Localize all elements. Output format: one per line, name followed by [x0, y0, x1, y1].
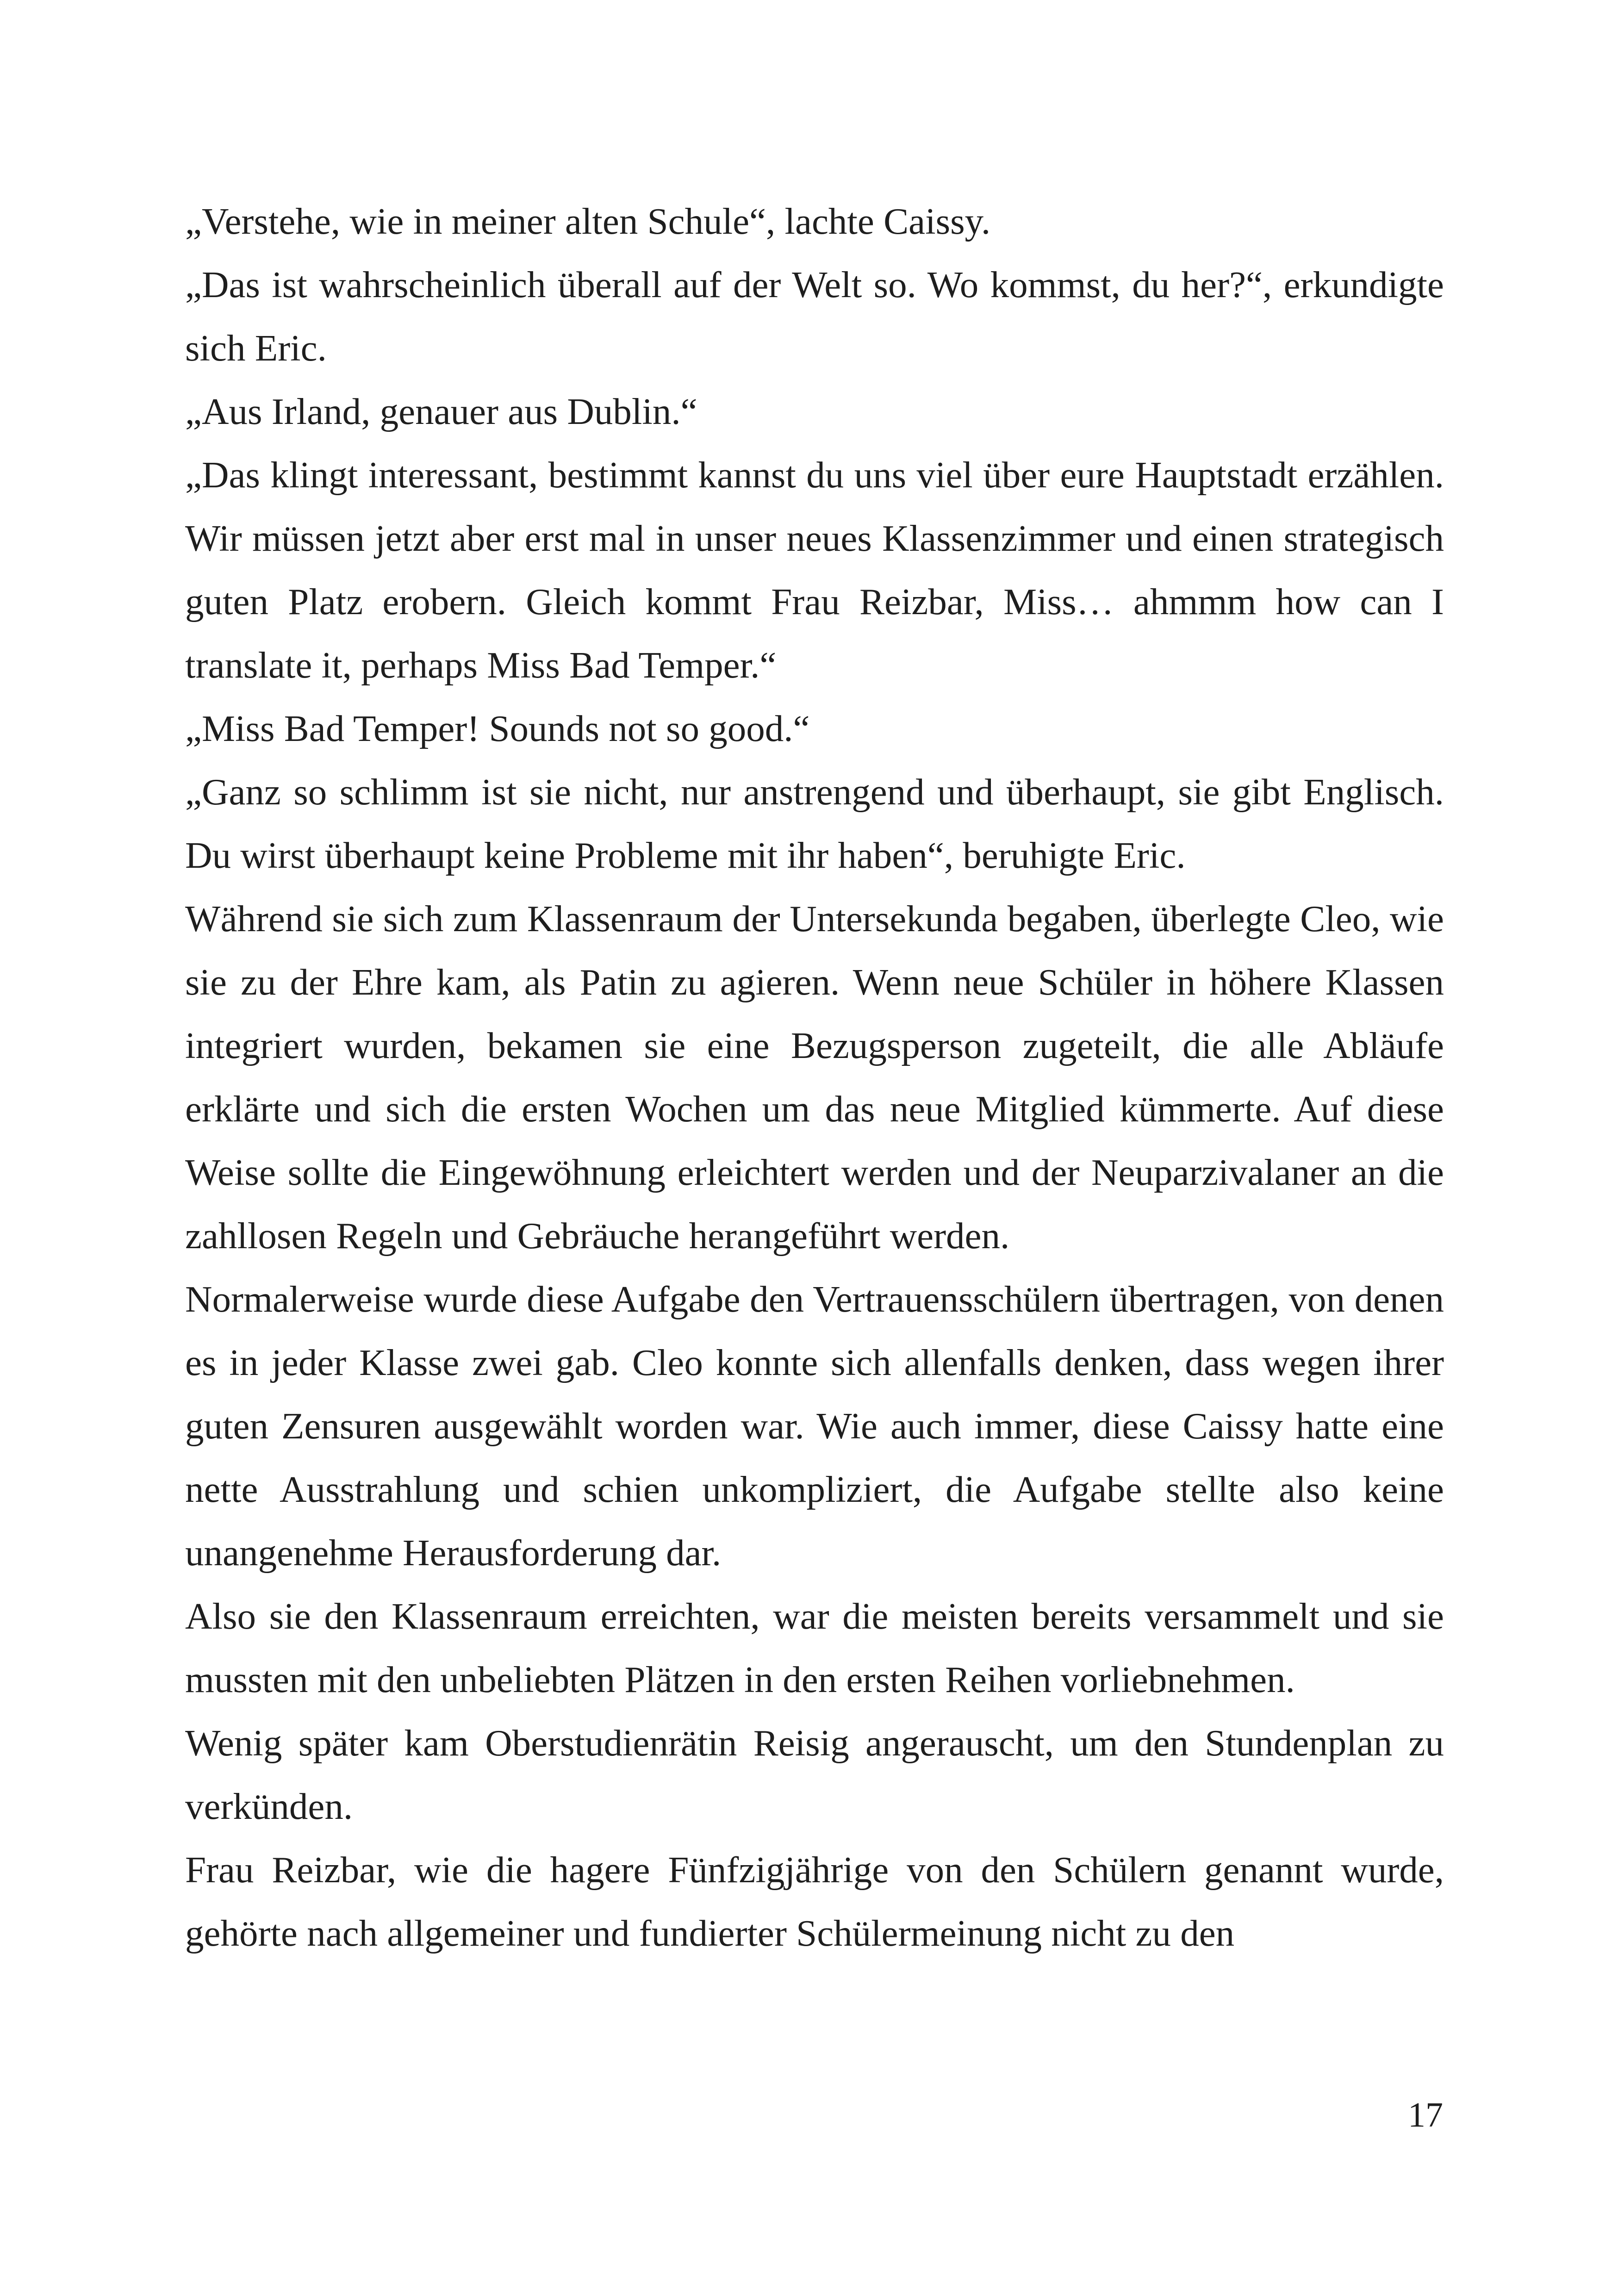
paragraph-dialogue-caissy-old-school: „Verstehe, wie in meiner alten Schule“, lachte Caissy. [185, 200, 991, 242]
paragraph-dialogue-not-so-bad: „Ganz so schlimm ist sie nicht, nur anstrengend und überhaupt, sie gibt Englisch. Du wirst überhaupt keine Probleme mit ihr haben“, beruhigte Eric. [185, 771, 1444, 876]
paragraph-dialogue-capital: „Das klingt interessant, bestimmt kannst du uns viel über eure Hauptstadt erzählen. Wir müssen jetzt aber erst mal in unser neues Klassenzimmer und einen strategisch guten Platz erobern. Gleich kommt Frau Reizbar, Miss… ahmmm how can I translate it, perhaps Miss Bad Temper.“ [185, 454, 1444, 686]
paragraph-mentor: Während sie sich zum Klassenraum der Untersekunda begaben, überlegte Cleo, wie sie zu der Ehre kam, als Patin zu agieren. Wenn neue Schüler in höhere Klassen integriert wurden, bekamen sie eine Bezugsperson zugeteilt, die alle Abläufe erklärte und sich die ersten Wochen um das neue Mitglied kümmerte. Auf diese Weise sollte die Eingewöhnung erleichtert werden und der Neuparzivalaner an die zahllosen Regeln und Gebräuche herangeführt werden. [185, 898, 1444, 1257]
paragraph-dialogue-eric-question: „Das ist wahrscheinlich überall auf der Welt so. Wo kommst, du her?“, erkundigte sich Eric. [185, 264, 1444, 369]
paragraph-frau-reizbar: Frau Reizbar, wie die hagere Fünfzigjährige von den Schülern genannt wurde, gehörte nach allgemeiner und fundierter Schülermeinung nicht zu den [185, 1849, 1444, 1954]
paragraph-classroom: Also sie den Klassenraum erreichten, war die meisten bereits versammelt und sie mussten mit den unbeliebten Plätzen in den ersten Reihen vorliebnehmen. [185, 1595, 1444, 1700]
page-number: 17 [1408, 2096, 1443, 2134]
paragraph-timetable: Wenig später kam Oberstudienrätin Reisig angerauscht, um den Stundenplan zu verkünden. [185, 1722, 1444, 1827]
paragraph-dialogue-dublin: „Aus Irland, genauer aus Dublin.“ [185, 391, 697, 432]
paragraph-trusted-students: Normalerweise wurde diese Aufgabe den Vertrauensschülern übertragen, von denen es in jeder Klasse zwei gab. Cleo konnte sich allenfalls denken, dass wegen ihrer guten Zensuren ausgewählt worden war. Wie auch immer, diese Caissy hatte eine nette Ausstrahlung und schien unkompliziert, die Aufgabe stellte also keine unangenehme Herausforderung dar. [185, 1278, 1444, 1574]
page-body [185, 190, 1444, 1965]
paragraph-dialogue-bad-temper: „Miss Bad Temper! Sounds not so good.“ [185, 708, 810, 749]
